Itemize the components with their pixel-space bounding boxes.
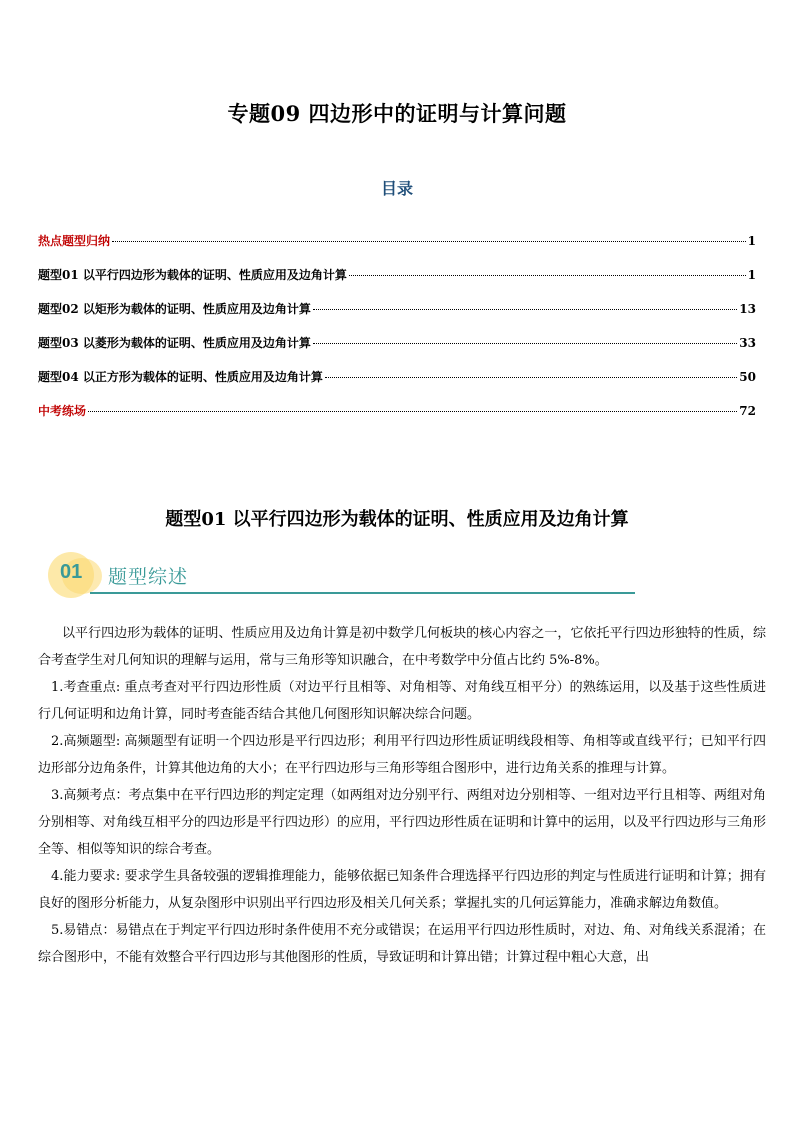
toc-entry-label: 中考练场 xyxy=(38,404,87,418)
paragraph-intro: 以平行四边形为载体的证明、性质应用及边角计算是初中数学几何板块的核心内容之一，它依托平行四边形独特的性质，综合考查学生对几何知识的理解与运用，常与三角形等知识融合，在中考数学中分值占比约 5%-8%。 xyxy=(38,626,766,668)
toc-entry-page: 33 xyxy=(739,336,756,350)
toc-leader xyxy=(349,275,746,276)
toc-entry-page: 13 xyxy=(739,302,756,316)
toc-entry-page: 1 xyxy=(747,234,756,248)
toc-leader xyxy=(313,309,737,310)
toc-entry-page: 1 xyxy=(747,268,756,282)
overview-body xyxy=(38,620,766,971)
toc-entry[interactable] xyxy=(38,402,756,436)
toc-leader xyxy=(112,241,746,242)
toc-entry-label: 题型03 以菱形为载体的证明、性质应用及边角计算 xyxy=(38,336,311,350)
toc-entry-label: 题型02 以矩形为载体的证明、性质应用及边角计算 xyxy=(38,302,311,316)
toc-heading: 目录 xyxy=(380,179,413,198)
toc-entry-label: 题型01 以平行四边形为载体的证明、性质应用及边角计算 xyxy=(38,268,347,282)
paragraph-focus: 1.考查重点: 重点考查对平行四边形性质（对边平行且相等、对角相等、对角线互相平分）的熟练运用，以及基于这些性质进行几何证明和边角计算，同时考查能否结合其他几何图形知识解决综合问题。 xyxy=(38,680,766,722)
toc-entry[interactable] xyxy=(38,368,756,402)
section-title: 题型01 以平行四边形为载体的证明、性质应用及边角计算 xyxy=(165,509,629,530)
toc-entry[interactable] xyxy=(38,334,756,368)
toc-entry-label: 题型04 以正方形为载体的证明、性质应用及边角计算 xyxy=(38,370,323,384)
document-title: 专题09 四边形中的证明与计算问题 xyxy=(227,101,567,126)
toc-entry[interactable] xyxy=(38,232,756,266)
toc-leader xyxy=(325,377,737,378)
paragraph-ability: 4.能力要求: 要求学生具备较强的逻辑推理能力，能够依据已知条件合理选择平行四边形的判定与性质进行证明和计算；拥有良好的图形分析能力，从复杂图形中识别出平行四边形及相关几何关系；掌握扎实的几何运算能力，准确求解边角数值。 xyxy=(38,869,766,911)
table-of-contents xyxy=(38,232,756,436)
banner-underline xyxy=(90,592,635,594)
paragraph-question-types: 2.高频题型: 高频题型有证明一个四边形是平行四边形；利用平行四边形性质证明线段相等、角相等或直线平行；已知平行四边形部分边角条件，计算其他边角的大小；在平行四边形与三角形等组合图形中，进行边角关系的推理与计算。 xyxy=(38,734,766,776)
toc-entry[interactable] xyxy=(38,266,756,300)
paragraph-pitfalls: 5.易错点：易错点在于判定平行四边形时条件使用不充分或错误；在运用平行四边形性质时，对边、角、对角线关系混淆；在综合图形中，不能有效整合平行四边形与其他图形的性质，导致证明和计算出错；计算过程中粗心大意，出 xyxy=(38,923,766,965)
section-banner xyxy=(44,550,644,600)
toc-entry-page: 50 xyxy=(739,370,756,384)
banner-number: 01 xyxy=(60,561,83,583)
toc-entry-label: 热点题型归纳 xyxy=(38,234,111,248)
toc-leader xyxy=(313,343,737,344)
toc-leader xyxy=(88,411,737,412)
banner-text: 题型综述 xyxy=(108,566,189,588)
toc-entry[interactable] xyxy=(38,300,756,334)
toc-entry-page: 72 xyxy=(739,404,756,418)
paragraph-key-points: 3.高频考点：考点集中在平行四边形的判定定理（如两组对边分别平行、两组对边分别相等、一组对边平行且相等、两组对角分别相等、对角线互相平分的四边形是平行四边形）的应用，平行四边形性质在证明和计算中的运用，以及平行四边形与三角形全等、相似等知识的综合考查。 xyxy=(38,788,767,857)
